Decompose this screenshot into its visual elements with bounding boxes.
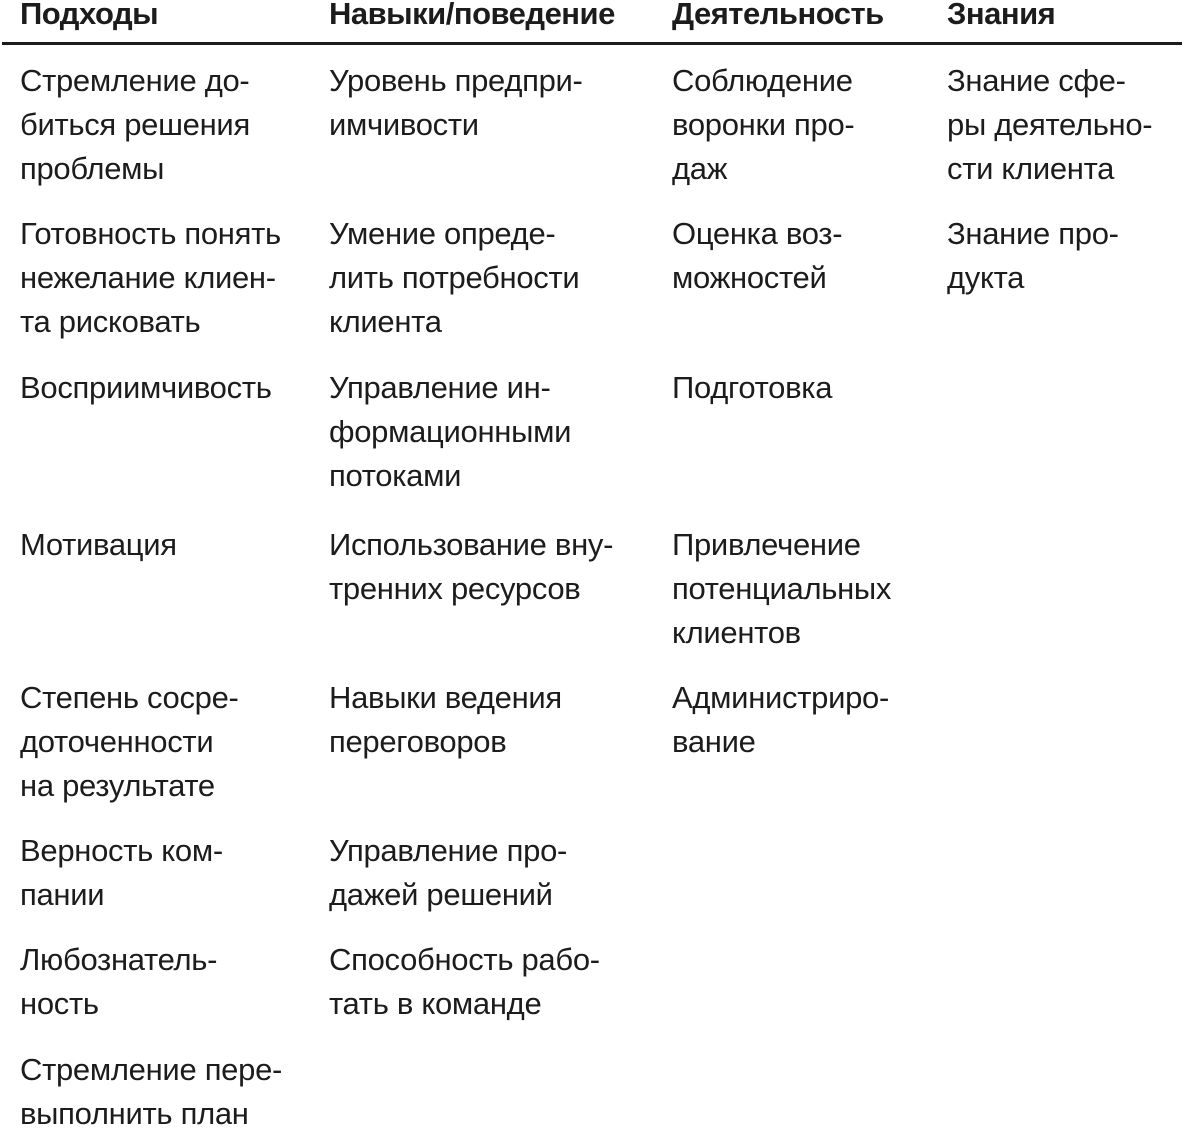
skill-item: Управление ин- формационными потоками <box>329 370 572 493</box>
skill-item: Использование вну- тренних ресурсов <box>329 527 614 606</box>
header-knowledge: Знания <box>947 0 1056 31</box>
skill-item: Управление про- дажей решений <box>329 833 568 912</box>
approach-item: Стремление до- биться решения проблемы <box>20 63 250 186</box>
approach-item: Восприимчивость <box>20 370 272 405</box>
approach-item: Стремление пере- выполнить план <box>20 1052 283 1131</box>
header-skills: Навыки/поведение <box>329 0 615 31</box>
skill-item: Уровень предпри- имчивости <box>329 63 583 142</box>
skill-item: Способность рабо- тать в команде <box>329 942 600 1021</box>
approach-item: Готовность понять нежелание клиен- та рисковать <box>20 216 281 339</box>
skill-item: Навыки ведения переговоров <box>329 680 562 759</box>
approach-item: Мотивация <box>20 527 177 562</box>
activity-item: Оценка воз- можностей <box>672 216 843 295</box>
header-activity: Деятельность <box>672 0 884 31</box>
activity-item: Привлечение потенциальных клиентов <box>672 527 892 650</box>
skill-item: Умение опреде- лить потребности клиента <box>329 216 580 339</box>
approach-item: Любознатель- ность <box>20 942 218 1021</box>
header-divider <box>2 42 1182 45</box>
activity-item: Соблюдение воронки про- даж <box>672 63 855 186</box>
approach-item: Степень сосре- доточенности на результате <box>20 680 239 803</box>
activity-item: Администриро- вание <box>672 680 889 759</box>
header-approaches: Подходы <box>20 0 159 31</box>
approach-item: Верность ком- пании <box>20 833 223 912</box>
activity-item: Подготовка <box>672 370 833 405</box>
knowledge-item: Знание про- дукта <box>947 216 1119 295</box>
knowledge-item: Знание сфе- ры деятельно- сти клиента <box>947 63 1153 186</box>
